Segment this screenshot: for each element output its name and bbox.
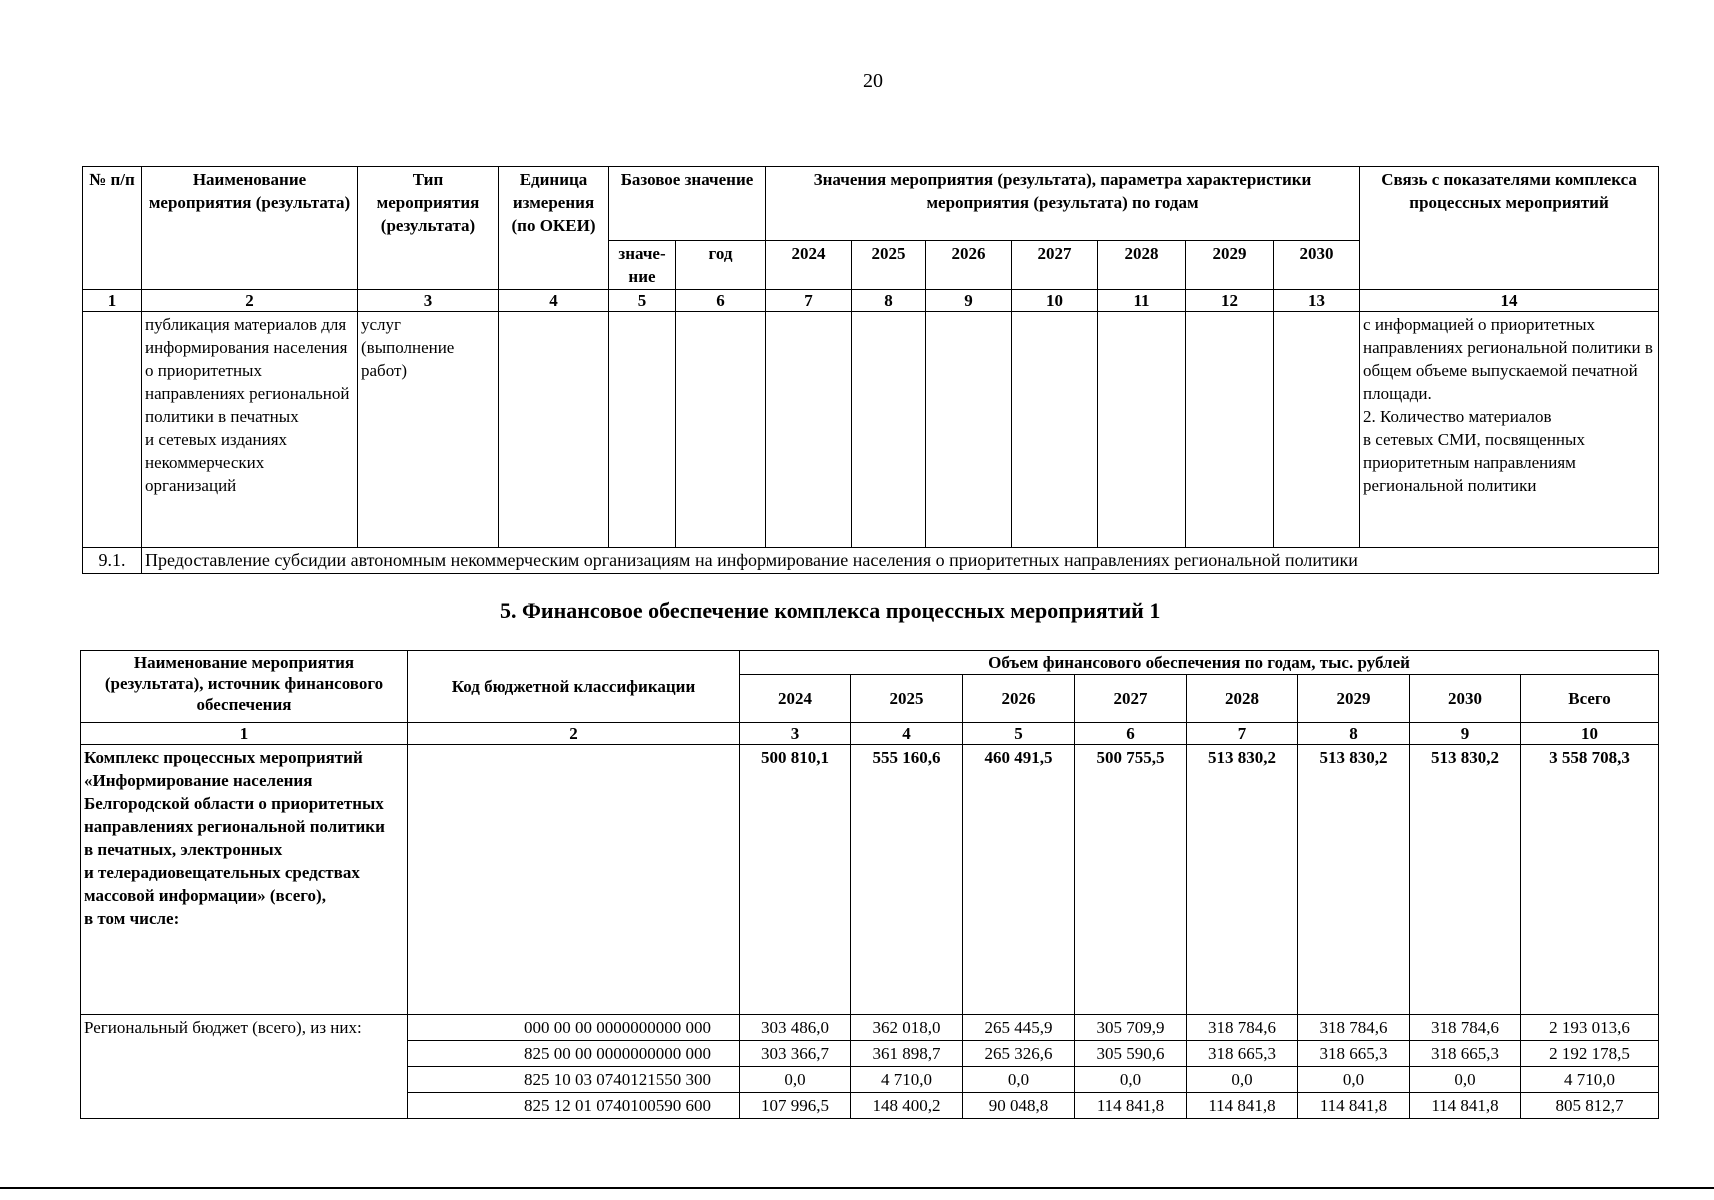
row-cell (499, 312, 609, 548)
column-number-row (81, 723, 1659, 745)
budget-value: 90 048,8 (963, 1093, 1075, 1119)
table-row (83, 312, 1659, 548)
header-num: № п/п (83, 167, 142, 290)
budget-code: 825 10 03 0740121550 300 (408, 1067, 740, 1093)
row-cell (926, 312, 1012, 548)
header-year: 2026 (963, 675, 1075, 723)
row-cell (1098, 312, 1186, 548)
column-number: 9 (926, 290, 1012, 312)
header-link: Связь с показателями комплекса процессных мероприятий (1360, 167, 1659, 290)
budget-value: 318 784,6 (1410, 1015, 1521, 1041)
column-number: 2 (142, 290, 358, 312)
table-row (81, 745, 1659, 1015)
budget-total: 2 192 178,5 (1521, 1041, 1659, 1067)
budget-value: 114 841,8 (1298, 1093, 1410, 1119)
column-number: 5 (609, 290, 676, 312)
header-year: 2029 (1298, 675, 1410, 723)
budget-value: 318 665,3 (1187, 1041, 1298, 1067)
row-cell (676, 312, 766, 548)
table-row (81, 1015, 1659, 1041)
header-total: Всего (1521, 675, 1659, 723)
subrow-num: 9.1. (83, 548, 142, 574)
complex-total: 3 558 708,3 (1521, 745, 1659, 1015)
header-year: 2024 (766, 241, 852, 290)
budget-value: 318 665,3 (1410, 1041, 1521, 1067)
header-unit: Единица измерения (по ОКЕИ) (499, 167, 609, 290)
budget-value: 0,0 (1410, 1067, 1521, 1093)
budget-value: 0,0 (1298, 1067, 1410, 1093)
column-number-row (83, 290, 1659, 312)
column-number: 1 (83, 290, 142, 312)
row-cell (1012, 312, 1098, 548)
column-number: 4 (851, 723, 963, 745)
budget-value: 0,0 (1075, 1067, 1187, 1093)
column-number: 6 (1075, 723, 1187, 745)
header-year: 2027 (1012, 241, 1098, 290)
header-name: Наименование мероприятия (результата), источник финансового обеспечения (81, 651, 408, 723)
budget-total: 805 812,7 (1521, 1093, 1659, 1119)
header-base: Базовое значение (609, 167, 766, 241)
budget-value: 361 898,7 (851, 1041, 963, 1067)
budget-value: 305 709,9 (1075, 1015, 1187, 1041)
row-cell (852, 312, 926, 548)
row-type: услуг (выполнение работ) (358, 312, 499, 548)
complex-value: 460 491,5 (963, 745, 1075, 1015)
header-year: 2028 (1187, 675, 1298, 723)
row-cell (766, 312, 852, 548)
budget-code: 825 12 01 0740100590 600 (408, 1093, 740, 1119)
budget-code: 825 00 00 0000000000 000 (408, 1041, 740, 1067)
regional-label: Региональный бюджет (всего), из них: (81, 1015, 408, 1119)
budget-value: 0,0 (1187, 1067, 1298, 1093)
budget-code: 000 00 00 0000000000 000 (408, 1015, 740, 1041)
header-year: 2025 (851, 675, 963, 723)
column-number: 8 (852, 290, 926, 312)
budget-value: 0,0 (740, 1067, 851, 1093)
column-number: 7 (766, 290, 852, 312)
row-cell (1274, 312, 1360, 548)
header-year: 2028 (1098, 241, 1186, 290)
complex-value: 513 830,2 (1298, 745, 1410, 1015)
measures-table (82, 166, 1659, 574)
column-number: 6 (676, 290, 766, 312)
column-number: 1 (81, 723, 408, 745)
column-number: 14 (1360, 290, 1659, 312)
column-number: 4 (499, 290, 609, 312)
budget-value: 305 590,6 (1075, 1041, 1187, 1067)
header-year: 2026 (926, 241, 1012, 290)
header-year: 2030 (1274, 241, 1360, 290)
budget-value: 318 784,6 (1298, 1015, 1410, 1041)
subrow-text: Предоставление субсидии автономным некоммерческим организациям на информирование населения о приоритетных направлениях региональной политики (142, 548, 1659, 574)
header-year: 2029 (1186, 241, 1274, 290)
budget-value: 148 400,2 (851, 1093, 963, 1119)
budget-value: 303 486,0 (740, 1015, 851, 1041)
budget-value: 318 784,6 (1187, 1015, 1298, 1041)
budget-value: 0,0 (963, 1067, 1075, 1093)
header-year: 2030 (1410, 675, 1521, 723)
header-values: Значения мероприятия (результата), параметра характеристики мероприятия (результата) по годам (766, 167, 1360, 241)
row-num (83, 312, 142, 548)
column-number: 3 (740, 723, 851, 745)
column-number: 8 (1298, 723, 1410, 745)
header-volume: Объем финансового обеспечения по годам, тыс. рублей (740, 651, 1659, 675)
header-base-year: год (676, 241, 766, 290)
budget-total: 4 710,0 (1521, 1067, 1659, 1093)
complex-value: 500 755,5 (1075, 745, 1187, 1015)
budget-value: 265 445,9 (963, 1015, 1075, 1041)
section-title: 5. Финансовое обеспечение комплекса процессных мероприятий 1 (500, 598, 1161, 623)
complex-value: 513 830,2 (1187, 745, 1298, 1015)
complex-value: 500 810,1 (740, 745, 851, 1015)
table-row (83, 548, 1659, 574)
budget-value: 107 996,5 (740, 1093, 851, 1119)
column-number: 10 (1012, 290, 1098, 312)
header-base-value: значе-ние (609, 241, 676, 290)
budget-value: 265 326,6 (963, 1041, 1075, 1067)
budget-value: 114 841,8 (1410, 1093, 1521, 1119)
header-year: 2024 (740, 675, 851, 723)
budget-value: 114 841,8 (1187, 1093, 1298, 1119)
column-number: 3 (358, 290, 499, 312)
complex-value: 513 830,2 (1410, 745, 1521, 1015)
budget-value: 318 665,3 (1298, 1041, 1410, 1067)
header-code: Код бюджетной классификации (408, 651, 740, 723)
budget-value: 303 366,7 (740, 1041, 851, 1067)
column-number: 7 (1187, 723, 1298, 745)
header-type: Тип мероприятия (результата) (358, 167, 499, 290)
column-number: 10 (1521, 723, 1659, 745)
row-cell (1186, 312, 1274, 548)
header-year: 2025 (852, 241, 926, 290)
budget-value: 4 710,0 (851, 1067, 963, 1093)
complex-value: 555 160,6 (851, 745, 963, 1015)
column-number: 13 (1274, 290, 1360, 312)
column-number: 5 (963, 723, 1075, 745)
row-cell (609, 312, 676, 548)
budget-total: 2 193 013,6 (1521, 1015, 1659, 1041)
header-name: Наименование мероприятия (результата) (142, 167, 358, 290)
complex-name: Комплекс процессных мероприятий «Информирование населения Белгородской области о приоритетных направлениях региональной политики в печатных, электронных и телерадиовещательных средствах массовой информации» (всего), в том числе: (81, 745, 408, 1015)
budget-value: 362 018,0 (851, 1015, 963, 1041)
row-name: публикация материалов для информирования населения о приоритетных направлениях региональной политики в печатных и сетевых изданиях некоммерческих организаций (142, 312, 358, 548)
header-year: 2027 (1075, 675, 1187, 723)
column-number: 11 (1098, 290, 1186, 312)
complex-code (408, 745, 740, 1015)
row-link: с информацией о приоритетных направлениях региональной политики в общем объеме выпускаемой печатной площади. 2. Количество материалов в сетевых СМИ, посвященных приоритетным направлениям региональной политики (1360, 312, 1659, 548)
column-number: 2 (408, 723, 740, 745)
budget-value: 114 841,8 (1075, 1093, 1187, 1119)
column-number: 9 (1410, 723, 1521, 745)
page-number: 20 (863, 70, 883, 92)
column-number: 12 (1186, 290, 1274, 312)
finance-table (80, 650, 1659, 1119)
page-bottom-border (0, 1187, 1714, 1189)
